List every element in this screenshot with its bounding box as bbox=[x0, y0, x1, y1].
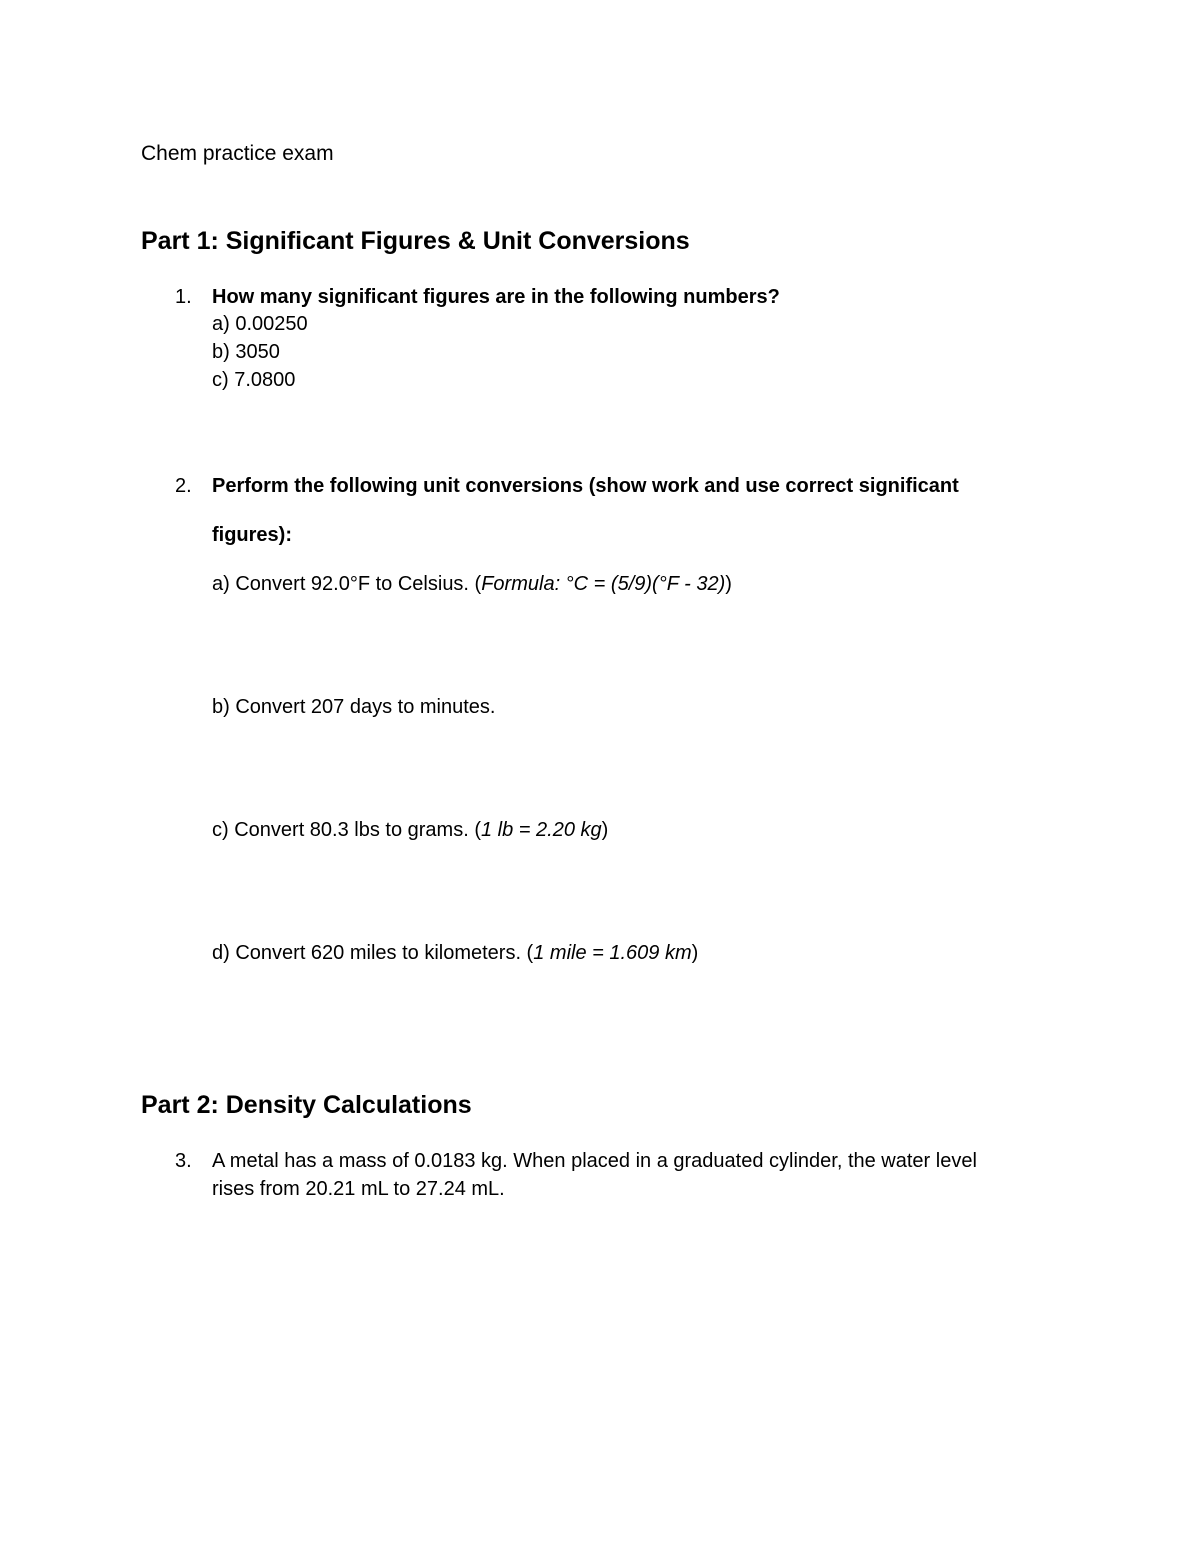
q2-part-a-close: ) bbox=[725, 573, 732, 595]
q2-part-d-text: d) Convert 620 miles to kilometers. ( bbox=[212, 942, 534, 964]
q3-line2: rises from 20.21 mL to 27.24 mL. bbox=[212, 1178, 505, 1200]
q3-line1: A metal has a mass of 0.0183 kg. When placed in a graduated cylinder, the water level bbox=[212, 1150, 977, 1172]
q2-prompt-line1: Perform the following unit conversions (show work and use correct significant bbox=[212, 475, 959, 497]
document-title: Chem practice exam bbox=[141, 142, 334, 165]
q2-number: 2. bbox=[175, 475, 192, 497]
q1-option-c: c) 7.0800 bbox=[212, 369, 296, 391]
q2-prompt-line2: figures): bbox=[212, 524, 292, 546]
part1-heading: Part 1: Significant Figures & Unit Conversions bbox=[141, 227, 690, 255]
q2-part-c bbox=[212, 816, 608, 844]
q2-part-d bbox=[212, 939, 698, 967]
q2-part-c-hint: 1 lb = 2.20 kg bbox=[480, 819, 602, 841]
q2-part-a-text: a) Convert 92.0°F to Celsius. ( bbox=[212, 573, 482, 595]
q1-option-b: b) 3050 bbox=[212, 341, 280, 363]
q1-prompt: How many significant figures are in the following numbers? bbox=[212, 286, 780, 308]
q2-part-b: b) Convert 207 days to minutes. bbox=[212, 696, 496, 718]
q2-part-d-close: ) bbox=[691, 942, 699, 964]
q2-part-c-text: c) Convert 80.3 lbs to grams. ( bbox=[212, 819, 481, 841]
q1-number: 1. bbox=[175, 286, 192, 308]
q3-number: 3. bbox=[175, 1150, 192, 1172]
q2-part-a-hint: Formula: °C = (5/9)(°F - 32) bbox=[481, 573, 726, 595]
q2-part-d-hint: 1 mile = 1.609 km bbox=[533, 942, 692, 964]
part2-heading: Part 2: Density Calculations bbox=[141, 1091, 472, 1119]
q1-option-a: a) 0.00250 bbox=[212, 313, 308, 335]
q2-part-c-close: ) bbox=[601, 819, 609, 841]
q2-part-a bbox=[212, 570, 732, 598]
